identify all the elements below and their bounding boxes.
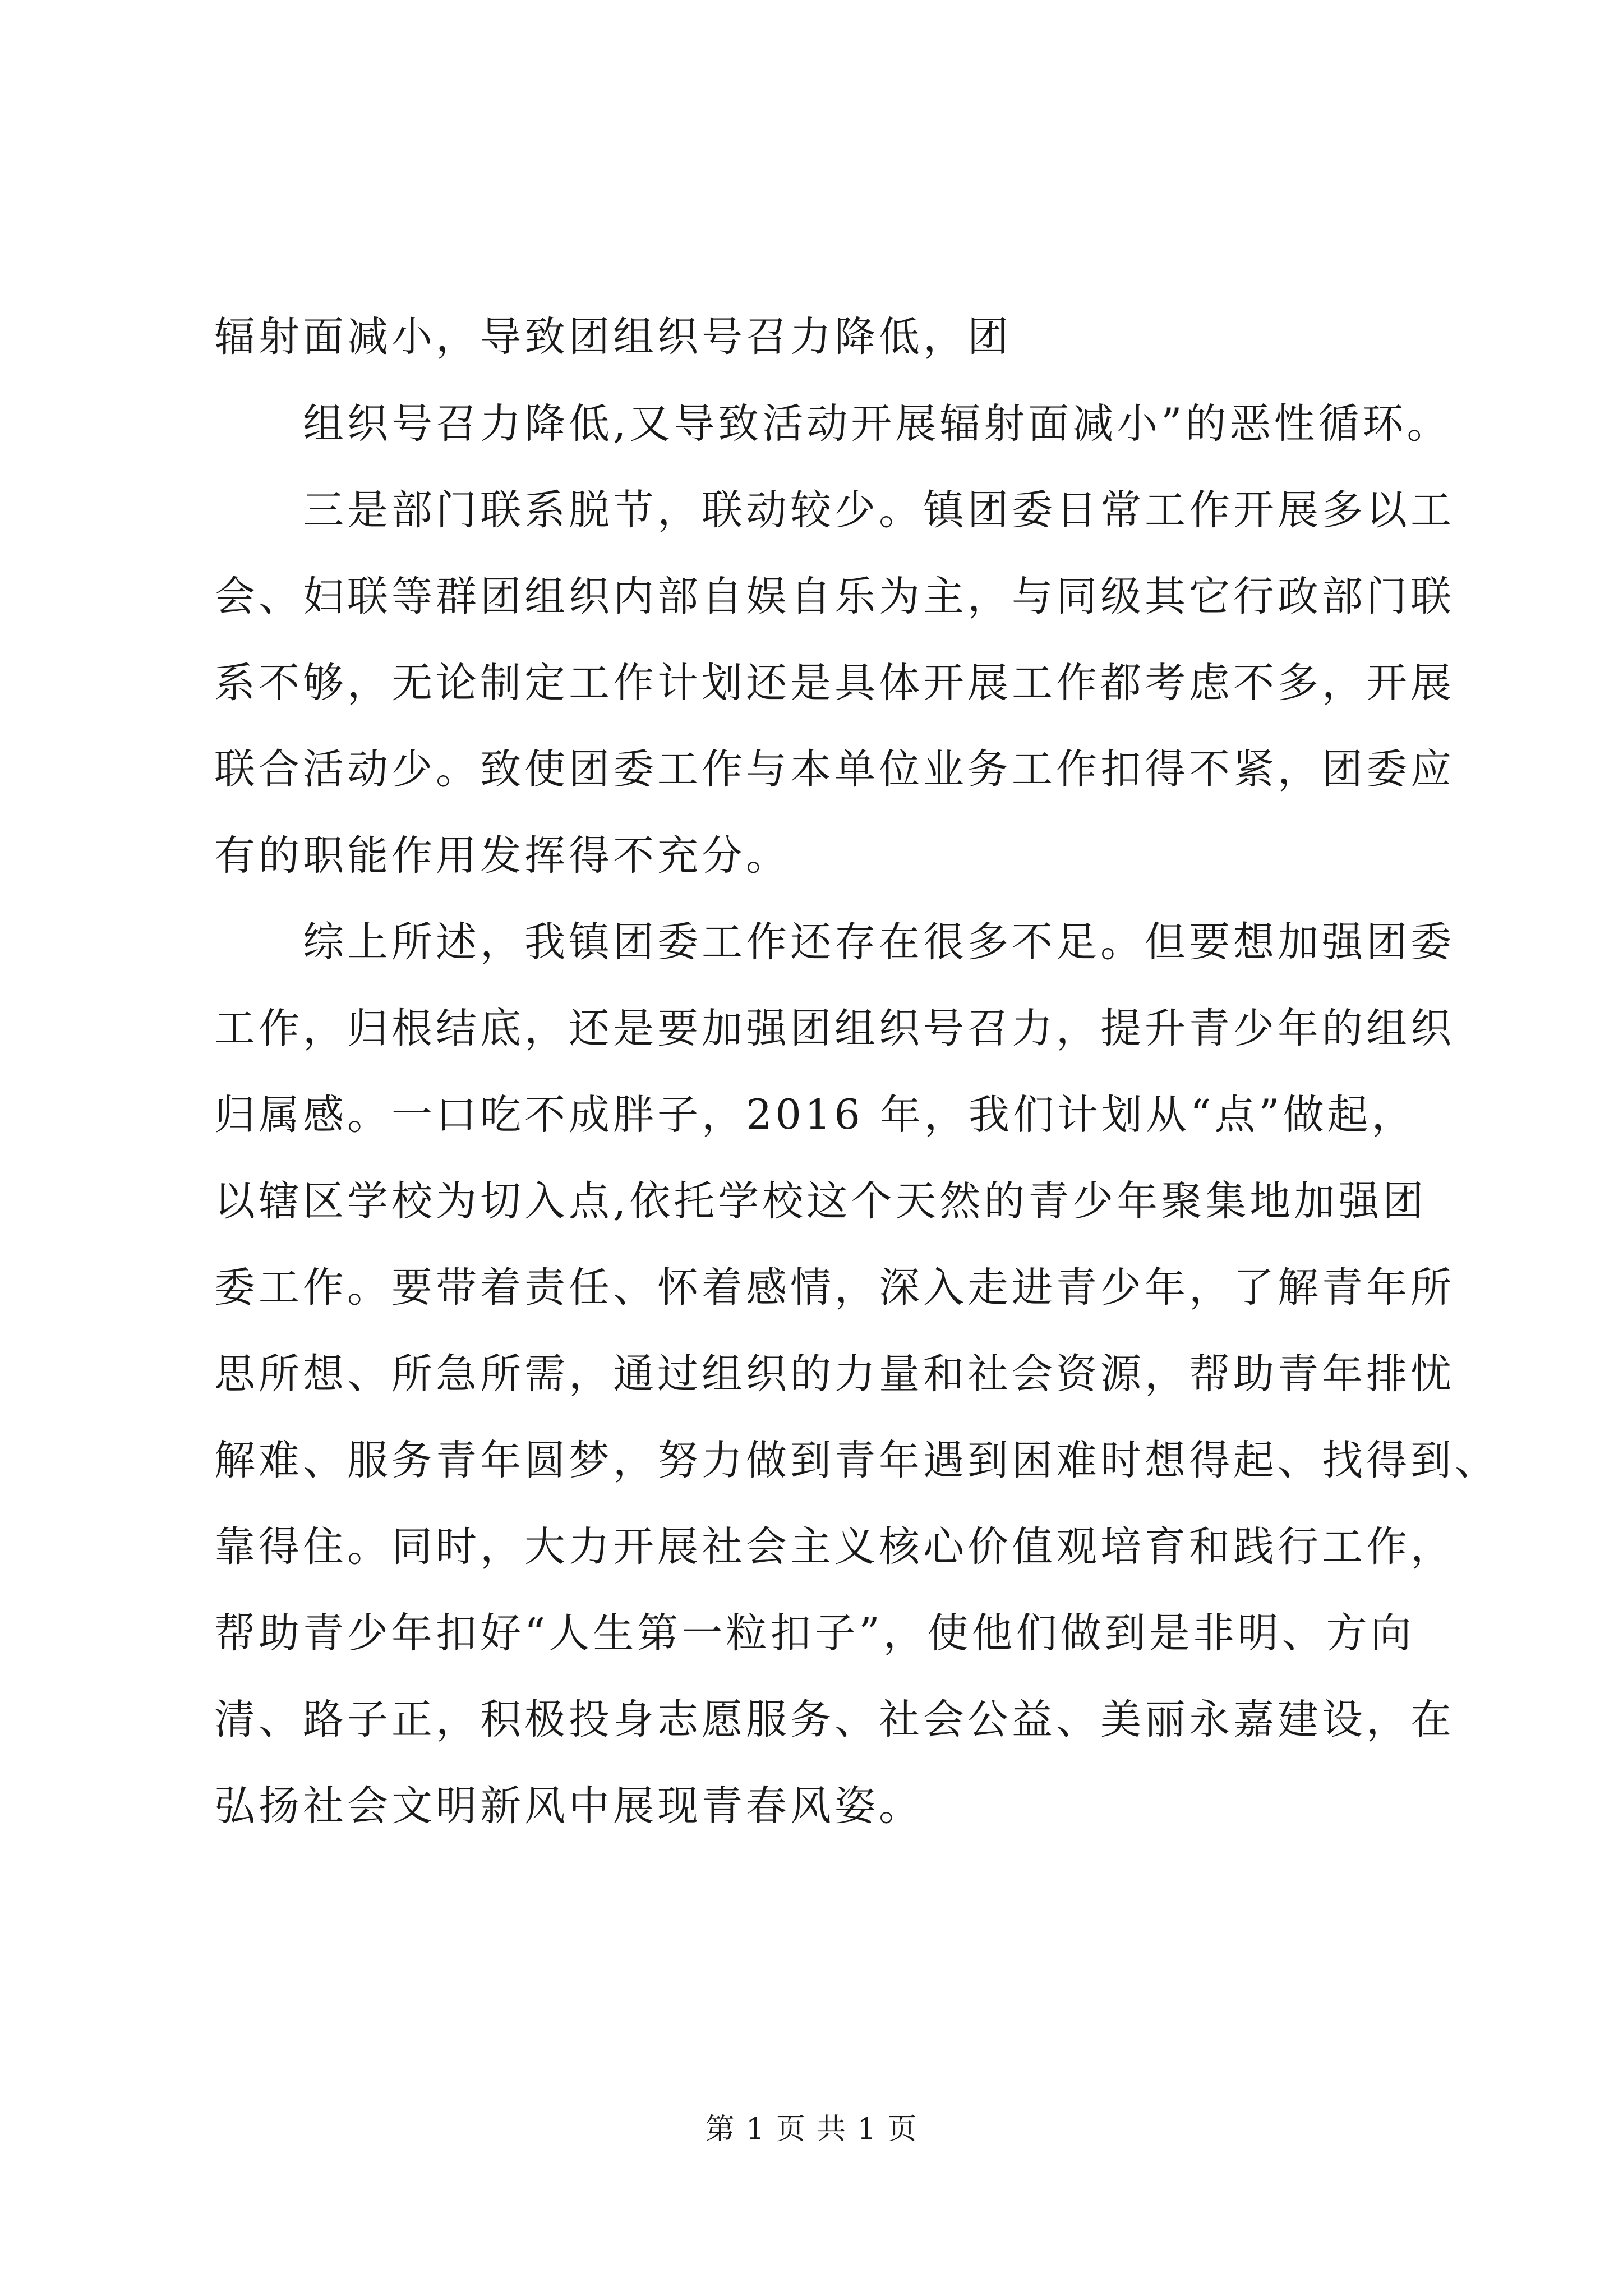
text-line-7: 有的职能作用发挥得不充分。 [214, 832, 790, 880]
text-line-4: 会、妇联等群团组织内部自娱自乐为主，与同级其它行政部门联 [214, 573, 1455, 620]
text-line-17: 清、路子正，积极投身志愿服务、社会公益、美丽永嘉建设，在 [214, 1696, 1455, 1743]
text-line-3: 三是部门联系脱节，联动较少。镇团委日常工作开展多以工 [303, 486, 1455, 534]
text-line-16: 帮助青少年扣好“人生第一粒扣子”，使他们做到是非明、方向 [214, 1609, 1415, 1657]
text-line-13: 思所想、所急所需，通过组织的力量和社会资源，帮助青年排忧 [214, 1350, 1455, 1398]
text-line-12: 委工作。要带着责任、怀着感情，深入走进青少年，了解青年所 [214, 1264, 1455, 1312]
text-line-15: 靠得住。同时，大力开展社会主义核心价值观培育和践行工作， [214, 1523, 1455, 1571]
text-line-2: 组织号召力降低,又导致活动开展辐射面减小”的恶性循环。 [303, 400, 1451, 448]
page-number-footer: 第 1 页 共 1 页 [705, 2113, 918, 2146]
text-line-1: 辐射面减小，导致团组织号召力降低，团 [214, 313, 1012, 361]
text-line-9: 工作，归根结底，还是要加强团组织号召力，提升青少年的组织 [214, 1005, 1455, 1052]
text-line-18: 弘扬社会文明新风中展现青春风姿。 [214, 1782, 923, 1830]
text-line-14: 解难、服务青年圆梦，努力做到青年遇到困难时想得起、找得到、 [214, 1437, 1499, 1484]
text-line-6: 联合活动少。致使团委工作与本单位业务工作扣得不紧，团委应 [214, 746, 1455, 793]
text-line-8: 综上所述，我镇团委工作还存在很多不足。但要想加强团委 [303, 918, 1455, 966]
text-line-10: 归属感。一口吃不成胖子，2016 年，我们计划从“点”做起， [214, 1091, 1416, 1139]
text-line-5: 系不够，无论制定工作计划还是具体开展工作都考虑不多，开展 [214, 659, 1455, 707]
text-line-11: 以辖区学校为切入点,依托学校这个天然的青少年聚集地加强团 [214, 1177, 1427, 1225]
